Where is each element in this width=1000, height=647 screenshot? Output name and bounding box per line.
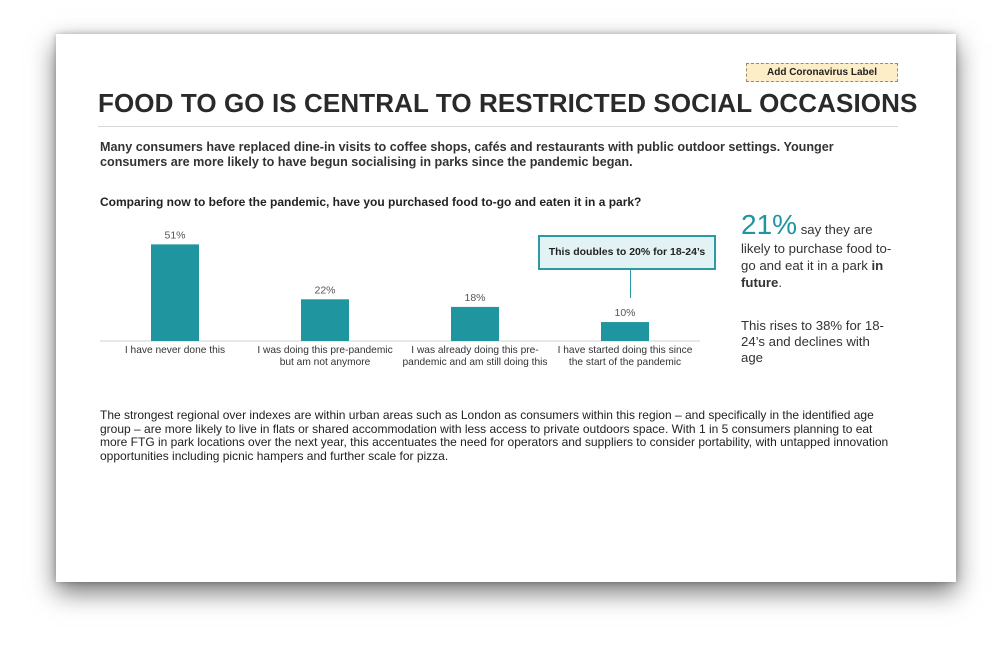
title-divider [98,126,898,127]
data-label-2: 22% [314,284,336,297]
side-note: This rises to 38% for 18-24’s and declines with age [741,318,884,365]
data-label-1: 51% [164,229,186,242]
bar-1 [151,244,199,341]
side-stat [741,210,896,291]
callout-connector [630,268,631,298]
category-label-1: I have never done this [124,345,226,356]
bar-2 [301,299,349,341]
side-stat-end: . [778,275,783,290]
side-stat-percent: 21% [741,209,798,240]
category-label-4: I have started doing this since the start of the pandemic [557,345,693,368]
side-stat-bold: in future [741,258,884,290]
body-text: The strongest regional over indexes are within urban areas such as London as consumers within this region – and specifically in the identified age group – are more likely to live in flats or shared accommodation with less access to private outdoors space. With 1 in 5 consumers planning to eat more FTG in park locations over the next year, this accentuates the need for operators and suppliers to consider portability, with untapped innovation opportunities including picnic hampers and further scale for pizza. [100,408,889,463]
slide [56,34,956,582]
add-coronavirus-label-button[interactable]: Add Coronavirus Label [746,63,898,82]
category-label-3: I was already doing this pre-pandemic and am still doing this [402,345,548,368]
bar-3 [451,307,499,341]
chart-question: Comparing now to before the pandemic, have you purchased food to-go and eaten it in a park? [100,195,642,209]
callout-box: This doubles to 20% for 18-24’s [538,235,716,270]
intro-text: Many consumers have replaced dine-in visits to coffee shops, cafés and restaurants with public outdoor settings. Younger consumers are more likely to have begun socialising in parks since the pandemic began. [100,140,834,169]
side-stat-text: say they are likely to purchase food to-go and eat it in a park [741,222,892,273]
page-title: FOOD TO GO IS CENTRAL TO RESTRICTED SOCIAL OCCASIONS [98,88,918,118]
bar-4 [601,322,649,341]
data-label-3: 18% [464,291,486,304]
category-label-2: I was doing this pre-pandemic but am not anymore [257,345,393,368]
data-label-4: 10% [614,307,636,320]
